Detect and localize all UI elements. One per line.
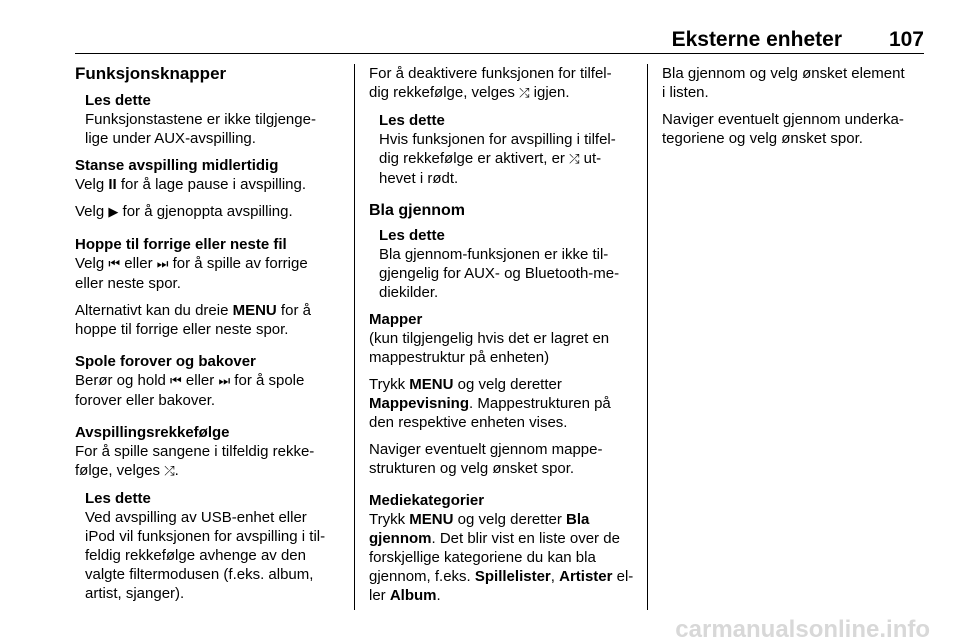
- note-box: [369, 226, 637, 302]
- page-header: [75, 22, 924, 52]
- paragraph-text: mappestruktur på enheten): [369, 349, 550, 366]
- paragraph-text: forskjellige kategoriene du kan bla: [369, 549, 596, 566]
- skip-previous-icon: ⏮: [108, 257, 121, 272]
- paragraph-text: (kun tilgjengelig hvis det er lagret en: [369, 330, 610, 347]
- note-text: gjengelig for AUX- og Bluetooth-me-: [379, 265, 620, 282]
- subheading-folders: Mapper: [369, 311, 423, 328]
- paragraph-text: Bla gjennom og velg ønsket element: [662, 65, 905, 82]
- paragraph-order: følge, velges ⤮.: [75, 462, 179, 479]
- note-text: valgte filtermodusen (f.eks. album,: [85, 566, 314, 583]
- note-text: diekilder.: [379, 284, 439, 301]
- paragraph-ff: Berør og hold ⏮ eller ⏭ for å spole: [75, 372, 305, 389]
- note-text: lige under AUX-avspilling.: [85, 130, 256, 147]
- skip-next-icon: ⏭: [156, 257, 169, 272]
- pause-icon: II: [108, 176, 117, 193]
- column-divider-2: [647, 64, 648, 610]
- note-title: Les dette: [85, 92, 151, 109]
- paragraph-media: Trykk MENU og velg deretter Bla: [369, 511, 590, 528]
- subheading-skip: Hoppe til forrige eller neste fil: [75, 236, 287, 253]
- paragraph-text: Naviger eventuelt gjennom underka-: [662, 111, 904, 128]
- skip-next-icon: ⏭: [218, 374, 231, 389]
- paragraph-deact: dig rekkefølge, velges ⤮ igjen.: [369, 84, 570, 101]
- note-text: Bla gjennom-funksjonen er ikke til-: [379, 246, 609, 263]
- note-title: Les dette: [85, 490, 151, 507]
- paragraph-media: ler Album.: [369, 587, 441, 604]
- note-text: Hvis funksjonen for avspilling i tilfel-: [379, 131, 616, 148]
- note-box: [369, 111, 637, 188]
- paragraph-text: i listen.: [662, 84, 709, 101]
- paragraph-pause: Velg II for å lage pause i avspilling.: [75, 176, 306, 193]
- header-rule: [75, 53, 924, 54]
- section-heading-browse: Bla gjennom: [369, 202, 466, 219]
- note-text: Ved avspilling av USB-enhet eller: [85, 509, 307, 526]
- paragraph-skip: Velg ⏮ eller ⏭ for å spille av forrige: [75, 255, 308, 272]
- column-3: [662, 64, 928, 148]
- column-1: [75, 64, 347, 603]
- paragraph-text: eller neste spor.: [75, 275, 181, 292]
- paragraph-text: Naviger eventuelt gjennom mappe-: [369, 441, 603, 458]
- subheading-order: Avspillingsrekkefølge: [75, 424, 230, 441]
- paragraph-text: hoppe til forrige eller neste spor.: [75, 321, 289, 338]
- subheading-media: Mediekategorier: [369, 492, 485, 509]
- shuffle-icon: ⤮: [164, 464, 175, 479]
- skip-previous-icon: ⏮: [170, 374, 182, 389]
- watermark: carmanualsonline.info: [675, 616, 930, 643]
- play-icon: ▶: [108, 205, 119, 220]
- paragraph-text: For å spille sangene i tilfeldig rekke-: [75, 443, 315, 460]
- section-heading: Funksjonsknapper: [75, 64, 227, 83]
- paragraph-media: gjennom, f.eks. Spillelister, Artister el-: [369, 568, 634, 585]
- note-text: feldig rekkefølge avhenge av den: [85, 547, 306, 564]
- paragraph-text: strukturen og velg ønsket spor.: [369, 460, 575, 477]
- paragraph-press: Trykk MENU og velg deretter: [369, 376, 562, 393]
- shuffle-icon: ⤮: [519, 86, 530, 101]
- note-text: hevet i rødt.: [379, 170, 459, 187]
- note-text: artist, sjanger).: [85, 585, 185, 602]
- paragraph-media: gjennom. Det blir vist en liste over de: [369, 530, 620, 547]
- shuffle-icon: ⤮: [569, 152, 580, 167]
- column-2: [369, 64, 637, 605]
- note-text: Funksjonstastene er ikke tilgjenge-: [85, 111, 316, 128]
- note-title: Les dette: [379, 112, 445, 129]
- paragraph-text: forover eller bakover.: [75, 392, 216, 409]
- note-title: Les dette: [379, 227, 445, 244]
- subheading-pause: Stanse avspilling midlertidig: [75, 157, 279, 174]
- note-text: dig rekkefølge er aktivert, er ⤮ ut-: [379, 150, 602, 167]
- note-box: [75, 489, 347, 603]
- note-box: [75, 91, 347, 148]
- note-text: iPod vil funksjonen for avspilling i til-: [85, 528, 326, 545]
- header-title: Eksterne enheter: [671, 28, 842, 51]
- paragraph-text: For å deaktivere funksjonen for tilfel-: [369, 65, 612, 82]
- paragraph-text: den respektive enheten vises.: [369, 414, 568, 431]
- column-divider-1: [354, 64, 355, 610]
- paragraph-press: Mappevisning. Mappestrukturen på: [369, 395, 611, 412]
- paragraph-resume: Velg ▶ for å gjenoppta avspilling.: [75, 203, 293, 220]
- subheading-ff: Spole forover og bakover: [75, 353, 256, 370]
- paragraph-text: tegoriene og velg ønsket spor.: [662, 130, 863, 147]
- page-number: 107: [888, 28, 924, 51]
- paragraph-alt: Alternativt kan du dreie MENU for å: [75, 302, 311, 319]
